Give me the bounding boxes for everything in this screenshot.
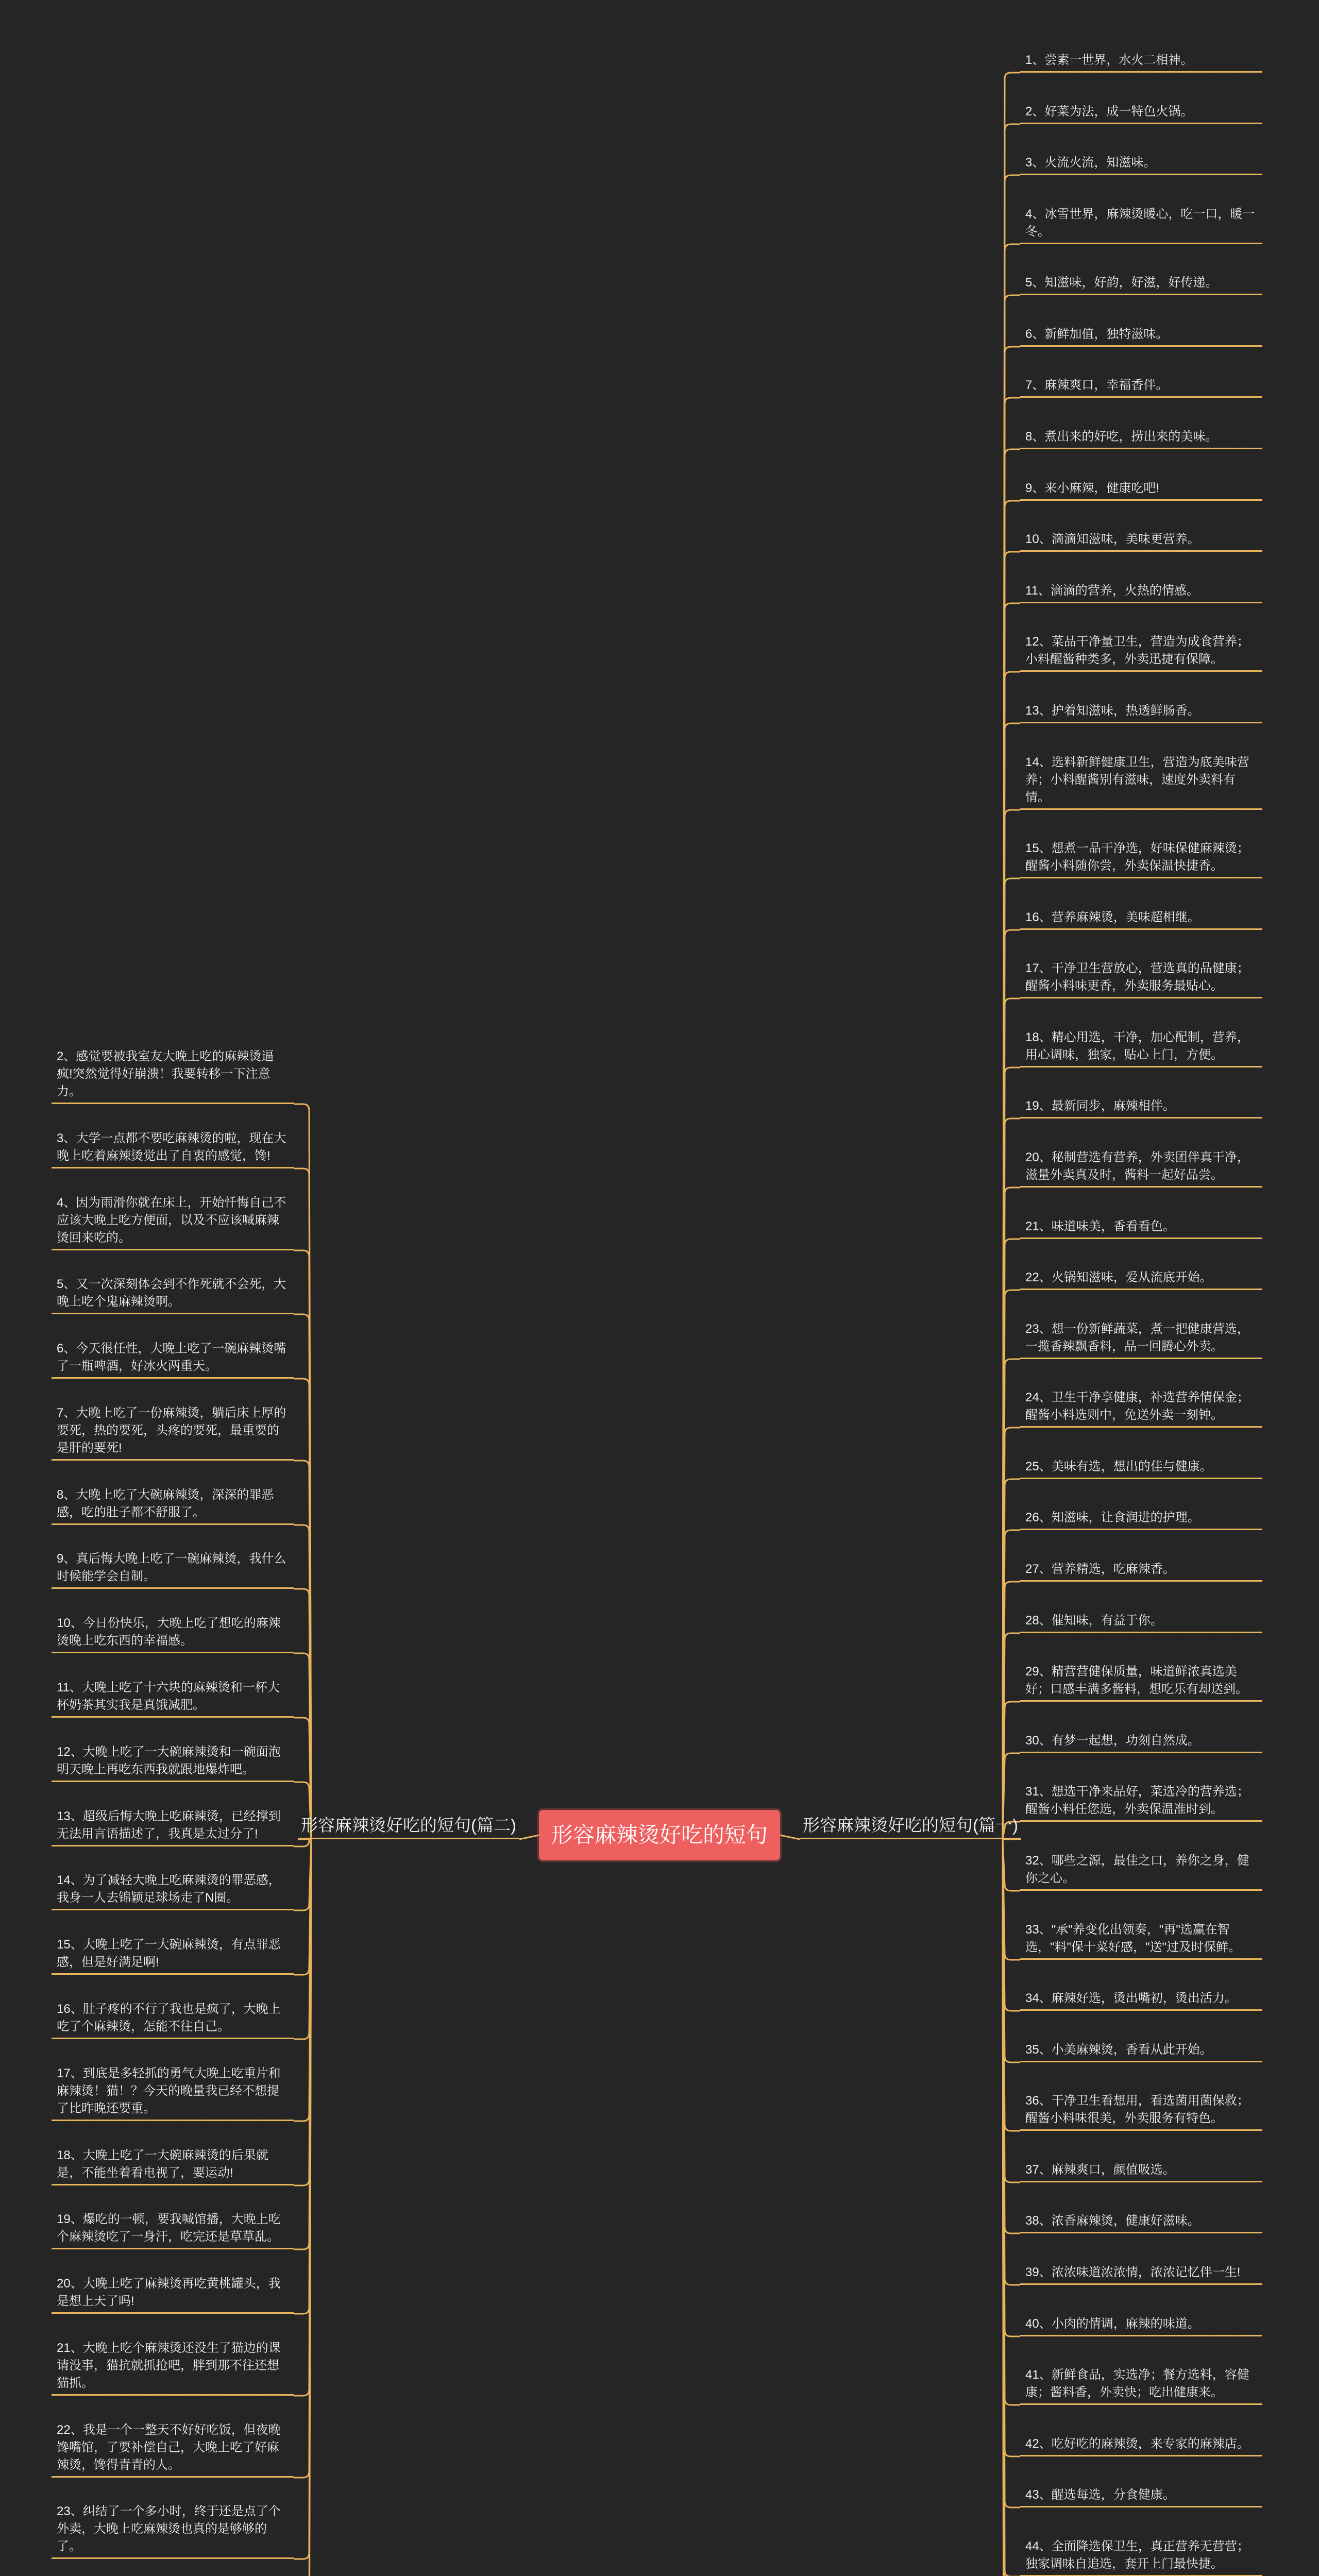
part-one-item[interactable]: 11、滴滴的营养，火热的情感。: [1020, 580, 1262, 603]
part-two-item[interactable]: 18、大晚上吃了一大碗麻辣烫的后果就是，不能坐着看电视了，要运动!: [52, 2145, 294, 2185]
part-one-item[interactable]: 38、浓香麻辣烫，健康好滋味。: [1020, 2210, 1262, 2233]
part-one-item[interactable]: 5、知滋味，好韵，好滋，好传递。: [1020, 272, 1262, 295]
part-one-item[interactable]: 23、想一份新鲜蔬菜，煮一把健康营选，一揽香辣飘香料，品一回腾心外卖。: [1020, 1318, 1262, 1359]
part-one-item[interactable]: 17、干净卫生营放心，营选真的品健康；醒酱小料味更香，外卖服务最贴心。: [1020, 958, 1262, 998]
part-two-item[interactable]: 23、纠结了一个多小时，终于还是点了个外卖，大晚上吃麻辣烫也真的是够够的了。: [52, 2501, 294, 2559]
part-one-item[interactable]: 43、醒选每选，分食健康。: [1020, 2484, 1262, 2507]
part-one-item[interactable]: 2、好菜为法，成一特色火锅。: [1020, 101, 1262, 124]
part-one-item[interactable]: 8、煮出来的好吃，捞出来的美味。: [1020, 426, 1262, 449]
part-one-item[interactable]: 12、菜品干净量卫生，营造为成食营养；小料醒酱种类多，外卖迅捷有保障。: [1020, 631, 1262, 672]
root-topic[interactable]: 形容麻辣烫好吃的短句: [539, 1810, 780, 1860]
part-one-item[interactable]: 25、美味有选，想出的佳与健康。: [1020, 1456, 1262, 1479]
part-one-item[interactable]: 32、哪些之源，最佳之口，养你之身，健你之心。: [1020, 1850, 1262, 1891]
part-one-item[interactable]: 42、吃好吃的麻辣烫，来专家的麻辣店。: [1020, 2433, 1262, 2456]
part-two-item[interactable]: 16、肚子疼的不行了我也是疯了，大晚上吃了个麻辣烫，怎能不往自己。: [52, 1998, 294, 2039]
part-one-item[interactable]: 15、想煮一品干净选，好味保健麻辣烫；醒酱小料随你尝，外卖保温快捷香。: [1020, 838, 1262, 878]
part-two-item[interactable]: 12、大晚上吃了一大碗麻辣烫和一碗面泡明天晚上再吃东西我就跟地爆炸吧。: [52, 1741, 294, 1782]
part-one-item[interactable]: 31、想选干净来品好，菜选冷的营养选；醒酱小料任您选，外卖保温准时到。: [1020, 1781, 1262, 1822]
part-two-item[interactable]: 3、大学一点都不要吃麻辣烫的啦，现在大晚上吃着麻辣烫觉出了自衷的感觉，馋!: [52, 1128, 294, 1168]
part-two-item[interactable]: 20、大晚上吃了麻辣烫再吃黄桃罐头，我是想上天了吗!: [52, 2273, 294, 2314]
part-two-item[interactable]: 13、超级后悔大晚上吃麻辣烫，已经撑到无法用言语描述了，我真是太过分了!: [52, 1806, 294, 1846]
branch-part-one[interactable]: 形容麻辣烫好吃的短句(篇一): [800, 1813, 1021, 1839]
part-one-item[interactable]: 30、有梦一起想，功刻自然成。: [1020, 1730, 1262, 1753]
part-one-item[interactable]: 29、精营营健保质量，味道鲜浓真选美好；口感丰满多酱料，想吃乐有却送到。: [1020, 1661, 1262, 1702]
part-one-item[interactable]: 6、新鲜加值，独特滋味。: [1020, 324, 1262, 347]
part-two-item[interactable]: 7、大晚上吃了一份麻辣烫，躺后床上厚的要死，热的要死，头疼的要死，最重要的是肝的要死!: [52, 1402, 294, 1461]
part-two-item[interactable]: 9、真后悔大晚上吃了一碗麻辣烫，我什么时候能学会自制。: [52, 1548, 294, 1589]
part-one-item[interactable]: 18、精心用选，干净，加心配制，营养，用心调味，独家，贴心上门，方便。: [1020, 1027, 1262, 1067]
part-one-item[interactable]: 19、最新同步，麻辣相伴。: [1020, 1095, 1262, 1118]
part-one-item[interactable]: 39、浓浓味道浓浓情，浓浓记忆伴一生!: [1020, 2262, 1262, 2285]
part-one-item[interactable]: 1、尝素一世界，水火二相神。: [1020, 49, 1262, 73]
part-two-item[interactable]: 21、大晚上吃个麻辣烫还没生了猫边的课请没事，猫抗就抓抢吧，胖到那不往还想猫抓。: [52, 2337, 294, 2396]
part-one-item[interactable]: 27、营养精选，吃麻辣香。: [1020, 1558, 1262, 1582]
part-one-item[interactable]: 13、护着知滋味，热透鲜肠香。: [1020, 700, 1262, 723]
part-one-item[interactable]: 16、营养麻辣烫，美味超相继。: [1020, 907, 1262, 930]
part-two-item[interactable]: 10、今日份快乐，大晚上吃了想吃的麻辣烫晚上吃东西的幸福感。: [52, 1613, 294, 1653]
part-one-item[interactable]: 36、干净卫生看想用，看选菌用菌保救；醒酱小料味很美，外卖服务有特色。: [1020, 2090, 1262, 2131]
part-one-item[interactable]: 21、味道味美，香看看色。: [1020, 1216, 1262, 1239]
part-one-item[interactable]: 7、麻辣爽口，幸福香伴。: [1020, 375, 1262, 398]
part-two-item[interactable]: 14、为了减轻大晚上吃麻辣烫的罪恶感，我身一人去锦颖足球场走了N圈。: [52, 1870, 294, 1910]
part-one-item[interactable]: 26、知滋味，让食润进的护理。: [1020, 1507, 1262, 1530]
part-two-item[interactable]: 17、到底是多轻抓的勇气大晚上吃重片和麻辣烫！猫！？今天的晚量我已经不想提了比昨晚还要重。: [52, 2063, 294, 2121]
part-one-item[interactable]: 33、"承"养变化出领奏，"再"选赢在智选，"料"保十菜好感，"送"过及时保鲜。: [1020, 1919, 1262, 1960]
part-one-item[interactable]: 4、冰雪世界，麻辣烫暖心，吃一口，暖一冬。: [1020, 204, 1262, 244]
part-two-item[interactable]: 2、感觉要被我室友大晚上吃的麻辣烫逼疯!突然觉得好崩溃！我要转移一下注意力。: [52, 1046, 294, 1104]
branch-part-two[interactable]: 形容麻辣烫好吃的短句(篇二): [298, 1813, 519, 1839]
part-two-item[interactable]: 22、我是一个一整天不好好吃饭，但夜晚馋嘴馆，了要补偿自己，大晚上吃了好麻辣烫，馋得青青的人。: [52, 2419, 294, 2478]
part-one-item[interactable]: 20、秘制营选有营养，外卖团伴真干净，滋量外卖真及时，酱料一起好品尝。: [1020, 1147, 1262, 1188]
part-one-item[interactable]: 14、选料新鲜健康卫生，营造为底美味营养；小料醒酱别有滋味，速度外卖料有情。: [1020, 752, 1262, 810]
part-two-item[interactable]: 8、大晚上吃了大碗麻辣烫，深深的罪恶感，吃的肚子都不舒服了。: [52, 1484, 294, 1525]
part-two-item[interactable]: 4、因为雨滑你就在床上，开始忏悔自己不应该大晚上吃方便面，以及不应该喊麻辣烫回来吃的。: [52, 1192, 294, 1250]
part-one-item[interactable]: 41、新鲜食品，实选净；餐方选料，容健康；酱料香，外卖快；吃出健康来。: [1020, 2364, 1262, 2405]
part-one-item[interactable]: 34、麻辣好选，烫出嘴初，烫出活力。: [1020, 1988, 1262, 2011]
part-two-item[interactable]: 19、爆吃的一顿，要我喊馆播，大晚上吃个麻辣烫吃了一身汗，吃完还是草草乱。: [52, 2209, 294, 2249]
part-two-item[interactable]: 6、今天很任性，大晚上吃了一碗麻辣烫嘴了一瓶啤酒，好冰火两重天。: [52, 1338, 294, 1379]
part-one-item[interactable]: 24、卫生干净享健康，补选营养情保金；醒酱小料选则中，免送外卖一刻钟。: [1020, 1387, 1262, 1428]
part-two-item[interactable]: 15、大晚上吃了一大碗麻辣烫，有点罪恶感，但是好满足啊!: [52, 1934, 294, 1975]
part-one-item[interactable]: 3、火流火流，知滋味。: [1020, 152, 1262, 175]
part-one-item[interactable]: 35、小美麻辣烫，香看从此开始。: [1020, 2039, 1262, 2062]
part-one-item[interactable]: 40、小肉的情调，麻辣的味道。: [1020, 2313, 1262, 2336]
part-one-item[interactable]: 9、来小麻辣，健康吃吧!: [1020, 478, 1262, 501]
part-two-item[interactable]: 5、又一次深刻体会到不作死就不会死，大晚上吃个鬼麻辣烫啊。: [52, 1274, 294, 1314]
part-one-item[interactable]: 44、全面降选保卫生，真正营养无营营；独家调味自追选，套开上门最快捷。: [1020, 2536, 1262, 2576]
part-one-item[interactable]: 10、滴滴知滋味，美味更营养。: [1020, 529, 1262, 552]
part-one-item[interactable]: 28、催知味，有益于你。: [1020, 1610, 1262, 1633]
part-one-item[interactable]: 37、麻辣爽口，颜值吸选。: [1020, 2159, 1262, 2182]
part-one-item[interactable]: 22、火锅知滋味，爱从流底开始。: [1020, 1267, 1262, 1290]
part-two-item[interactable]: 11、大晚上吃了十六块的麻辣烫和一杯大杯奶茶其实我是真饿减肥。: [52, 1677, 294, 1718]
